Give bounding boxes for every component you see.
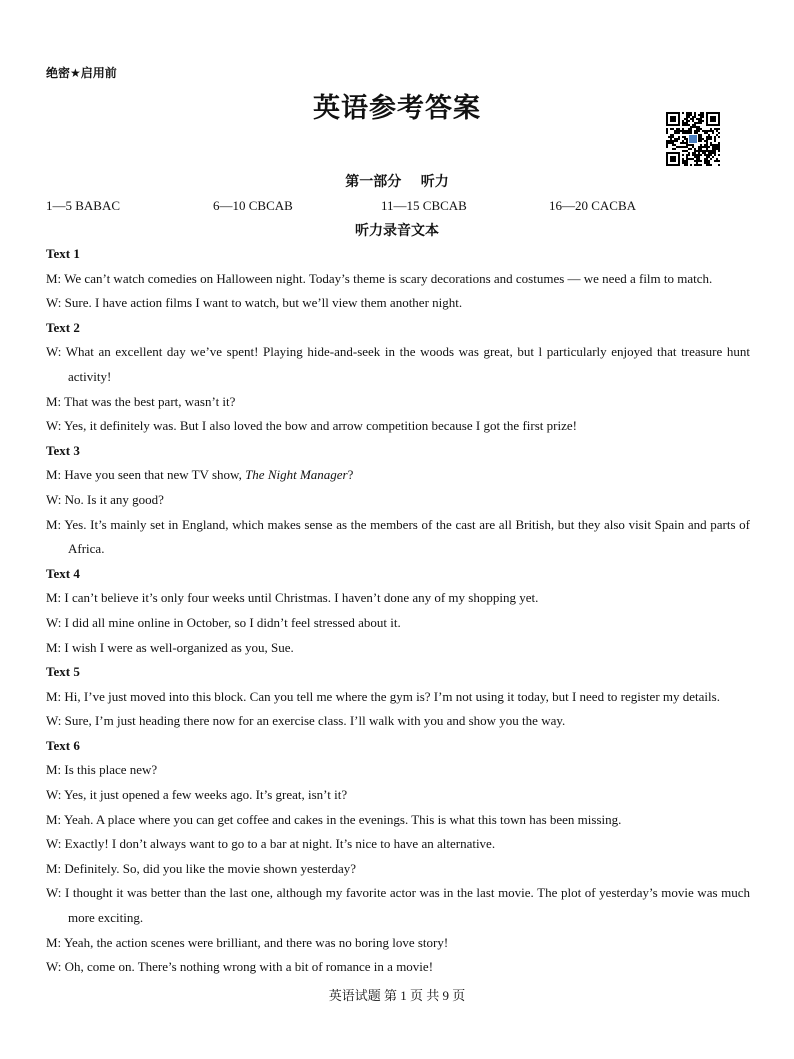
dialogue-line xyxy=(46,586,750,611)
dialogue-line xyxy=(46,685,750,710)
text-heading: Text 3 xyxy=(46,442,80,458)
dialogue-line xyxy=(46,340,750,389)
dialogue-line xyxy=(46,513,750,562)
dialogue-text: M: Hi, I’ve just moved into this block. Can you tell me where the gym is? I’m not using it today, but I need to register my details. xyxy=(46,688,720,704)
dialogue-line xyxy=(46,857,750,882)
dialogue-text: M: Yeah. A place where you can get coffee and cakes in the evenings. This is what this town has been missing. xyxy=(46,811,622,827)
dialogue-text: W: I thought it was better than the last one, although my favorite actor was in the last movie. The plot of yesterday’s movie was much more exciting. xyxy=(46,885,750,926)
dialogue-text: W: What an excellent day we’ve spent! Playing hide-and-seek in the woods was great, but l particularly enjoyed that treasure hunt activity! xyxy=(46,344,750,384)
dialogue-line xyxy=(46,783,750,808)
dialogue-line xyxy=(46,636,750,661)
text-heading: Text 6 xyxy=(46,737,80,753)
dialogue-text: M: We can’t watch comedies on Halloween night. Today’s theme is scary decorations and costumes — we need a film to match. xyxy=(46,270,713,286)
answer-group: 16—20 CACBA xyxy=(549,198,637,213)
dialogue-text: W: Sure, I’m just heading there now for an exercise class. I’ll walk with you and show you the way. xyxy=(46,713,566,729)
dialogue-line xyxy=(46,291,750,316)
page-title: 英语参考答案 xyxy=(313,93,481,124)
dialogue-text: W: No. Is it any good? xyxy=(46,491,164,507)
dialogue-text: M: Yeah, the action scenes were brilliant, and there was no boring love story! xyxy=(46,934,449,950)
dialogue-line xyxy=(46,267,750,292)
dialogue-line xyxy=(46,931,750,956)
dialogue-line xyxy=(46,955,750,980)
show-title: The Night Manager xyxy=(245,467,348,483)
answer-group: 1—5 BABAC xyxy=(46,198,121,213)
dialogue-text: W: Yes, it definitely was. But I also loved the bow and arrow competition because I got the first prize! xyxy=(46,418,577,434)
dialogue-text: M: Definitely. So, did you like the movie shown yesterday? xyxy=(46,860,357,876)
qr-code xyxy=(666,112,720,166)
dialogue-line xyxy=(46,414,750,439)
answer-key-row xyxy=(0,198,794,216)
transcript-body xyxy=(46,242,750,980)
dialogue-text: M: Have you seen that new TV show, xyxy=(46,467,246,483)
dialogue-text: M: Yes. It’s mainly set in England, which makes sense as the members of the cast are all British, but they also visit Spain and parts of Africa. xyxy=(46,516,750,557)
dialogue-line xyxy=(46,758,750,783)
dialogue-line xyxy=(46,709,750,734)
dialogue-line xyxy=(46,881,750,930)
answer-group: 6—10 CBCAB xyxy=(213,198,293,213)
dialogue-text: W: Sure. I have action films I want to watch, but we’ll view them another night. xyxy=(46,295,463,311)
dialogue-text: M: I wish I were as well-organized as you, Sue. xyxy=(46,639,294,655)
text-heading: Text 1 xyxy=(46,246,80,261)
page-footer: 英语试题 第 1 页 共 9 页 xyxy=(328,988,466,1003)
dialogue-line xyxy=(46,390,750,415)
dialogue-text: W: Exactly! I don’t always want to go to a bar at night. It’s nice to have an alternative. xyxy=(46,836,496,852)
dialogue-line xyxy=(46,832,750,857)
dialogue-line xyxy=(46,488,750,513)
dialogue-text: W: Oh, come on. There’s nothing wrong with a bit of romance in a movie! xyxy=(46,959,434,975)
dialogue-line xyxy=(46,808,750,833)
dialogue-text: W: I did all mine online in October, so I didn’t feel stressed about it. xyxy=(46,614,401,630)
dialogue-line xyxy=(46,463,750,488)
transcript-heading: 听力录音文本 xyxy=(355,223,439,239)
dialogue-text: M: That was the best part, wasn’t it? xyxy=(46,393,236,409)
dialogue-line xyxy=(46,611,750,636)
part-one-heading: 第一部分 听力 xyxy=(345,174,449,190)
dialogue-text: ? xyxy=(347,467,354,483)
dialogue-text: W: Yes, it just opened a few weeks ago. It’s great, isn’t it? xyxy=(46,787,348,803)
answer-group: 11—15 CBCAB xyxy=(381,198,467,213)
dialogue-text: M: I can’t believe it’s only four weeks until Christmas. I haven’t done any of my shopping yet. xyxy=(46,590,539,606)
text-heading: Text 4 xyxy=(46,565,80,581)
text-heading: Text 2 xyxy=(46,319,80,335)
text-heading: Text 5 xyxy=(46,664,80,680)
confidential-label: 绝密★启用前 xyxy=(46,66,117,80)
dialogue-text: M: Is this place new? xyxy=(46,762,158,778)
